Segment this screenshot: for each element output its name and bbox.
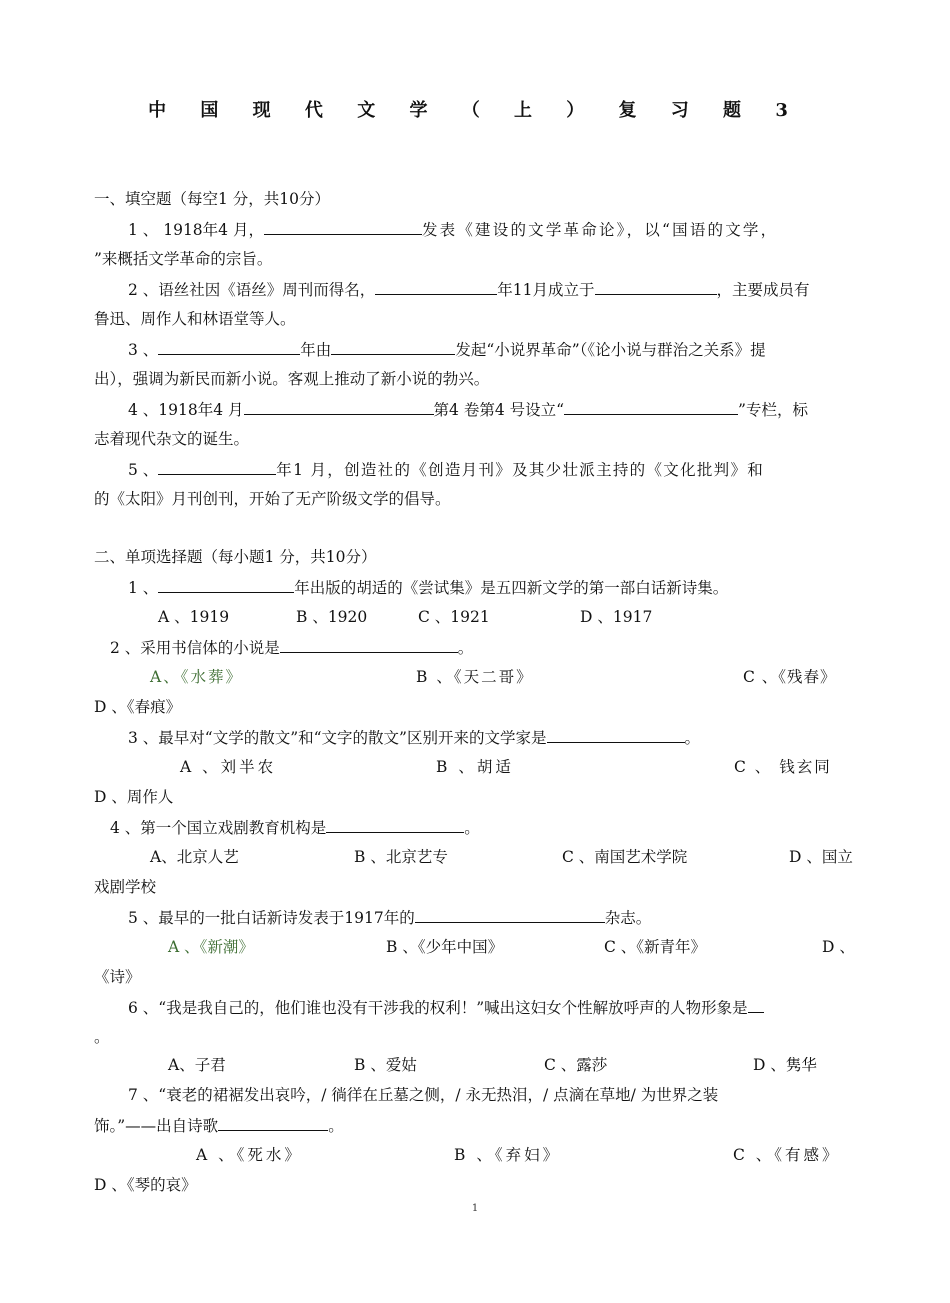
blank <box>331 338 455 355</box>
blank <box>280 636 458 653</box>
blank <box>375 278 497 295</box>
s2-q3-stem: 3 、最早对“文学的散文”和“文字的散文”区别开来的文学家是 。 <box>94 726 858 749</box>
s2-q7-option-a: A 、《死水》 <box>196 1146 303 1164</box>
s2-q7-option-d: D 、《琴的哀》 <box>94 1176 197 1194</box>
s2-q7-stem: 7 、“衰老的裙裾发出哀吟，/ 徜徉在丘墓之侧，/ 永无热泪，/ 点滴在草地/ 为世界之装 <box>128 1086 719 1104</box>
s2-q6-stem-cont: 。 <box>94 1028 110 1046</box>
s2-q3-option-c: C 、 钱玄同 <box>734 758 832 776</box>
s2-q1-option-a: A 、1919 <box>158 608 230 626</box>
s2-q6-option-b: B 、爱姑 <box>354 1056 417 1074</box>
s2-q6-option-a: A、子君 <box>168 1056 226 1074</box>
s2-q4-option-d-cont: 戏剧学校 <box>94 878 157 896</box>
section2-heading: 二、单项选择题（每小题1 分，共10分） <box>94 548 377 566</box>
s2-q4-option-b: B 、北京艺专 <box>354 848 448 866</box>
blank <box>748 996 764 1013</box>
s1-q4-line2: 志着现代杂文的诞生。 <box>94 430 250 448</box>
blank <box>158 576 294 593</box>
s2-q3-option-a: A 、刘半农 <box>180 758 277 776</box>
section1-heading: 一、填空题（每空1 分，共10分） <box>94 190 331 208</box>
page-number: 1 <box>471 1203 479 1214</box>
blank <box>264 218 422 235</box>
s1-q2-line1: 2 、语丝社因《语丝》周刊而得名， 年11月成立于 ，主要成员有 <box>94 278 858 301</box>
s2-q6-stem: 6 、“我是我自己的，他们谁也没有干涉我的权利！”喊出这妇女个性解放呼声的人物形象是 <box>94 996 858 1019</box>
s1-q3-line1: 3 、 年由 发起“小说界革命”（《论小说与群治之关系》提 <box>94 338 858 361</box>
s2-q2-stem: 2 、采用书信体的小说是 。 <box>94 636 858 659</box>
blank <box>564 398 738 415</box>
s2-q1-option-d: D 、1917 <box>580 608 653 626</box>
s2-q5-stem: 5 、最早的一批白话新诗发表于1917年的 杂志。 <box>94 906 858 929</box>
s2-q1-option-c: C 、1921 <box>418 608 490 626</box>
blank <box>595 278 717 295</box>
blank <box>158 458 276 475</box>
s2-q5-option-c: C 、《新青年》 <box>604 938 707 956</box>
blank <box>158 338 300 355</box>
s2-q6-option-d: D 、隽华 <box>753 1056 817 1074</box>
s2-q7-option-b: B 、《弃妇》 <box>454 1146 562 1164</box>
blank <box>415 906 605 923</box>
s2-q5-option-b: B 、《少年中国》 <box>386 938 504 956</box>
s1-q5-line2: 的《太阳》月刊创刊，开始了无产阶级文学的倡导。 <box>94 490 451 508</box>
s2-q5-option-a: A 、《新潮》 <box>168 938 254 956</box>
s2-q4-option-d: D 、国立 <box>789 848 853 866</box>
s2-q2-option-a: A、《水葬》 <box>150 668 243 686</box>
blank <box>218 1114 328 1131</box>
s2-q4-stem: 4 、第一个国立戏剧教育机构是 。 <box>94 816 858 839</box>
s2-q7-option-c: C 、《有感》 <box>733 1146 841 1164</box>
s2-q5-option-d: D 、 <box>822 938 855 956</box>
document-title: 中 国 现 代 文 学 （ 上 ） 复 习 题 3 <box>148 100 802 121</box>
s2-q3-option-d: D 、周作人 <box>94 788 174 806</box>
s1-q5-line1: 5 、 年1 月，创造社的《创造月刊》及其少壮派主持的《文化批判》和 <box>94 458 858 481</box>
s2-q4-option-c: C 、南国艺术学院 <box>562 848 688 866</box>
s2-q7-stem-cont: 饰。”——出自诗歌 。 <box>94 1114 858 1137</box>
s1-q3-line2: 出），强调为新民而新小说。客观上推动了新小说的勃兴。 <box>94 370 490 388</box>
s2-q4-option-a: A、北京人艺 <box>150 848 239 866</box>
s2-q1-stem: 1 、 年出版的胡适的《尝试集》是五四新文学的第一部白话新诗集。 <box>94 576 858 599</box>
s2-q3-option-b: B 、胡适 <box>436 758 514 776</box>
s1-q2-line2: 鲁迅、周作人和林语堂等人。 <box>94 310 296 328</box>
blank <box>244 398 434 415</box>
s2-q6-option-c: C 、露莎 <box>544 1056 608 1074</box>
s1-q1-line1: 1 、 1918年4 月， 发表《建设的文学革命论》，以“国语的文学， <box>94 218 858 241</box>
s2-q2-option-b: B 、《天二哥》 <box>416 668 534 686</box>
blank <box>547 726 685 743</box>
s1-q1-line2: ”来概括文学革命的宗旨。 <box>94 250 273 268</box>
s2-q5-option-d-cont: 《诗》 <box>94 968 141 986</box>
blank <box>326 816 464 833</box>
s1-q4-line1: 4 、1918年4 月 第4 卷第4 号设立“ ”专栏，标 <box>94 398 858 421</box>
s2-q1-option-b: B 、1920 <box>296 608 368 626</box>
s2-q2-option-c: C 、《残春》 <box>743 668 837 686</box>
s2-q2-option-d: D 、《春痕》 <box>94 698 182 716</box>
